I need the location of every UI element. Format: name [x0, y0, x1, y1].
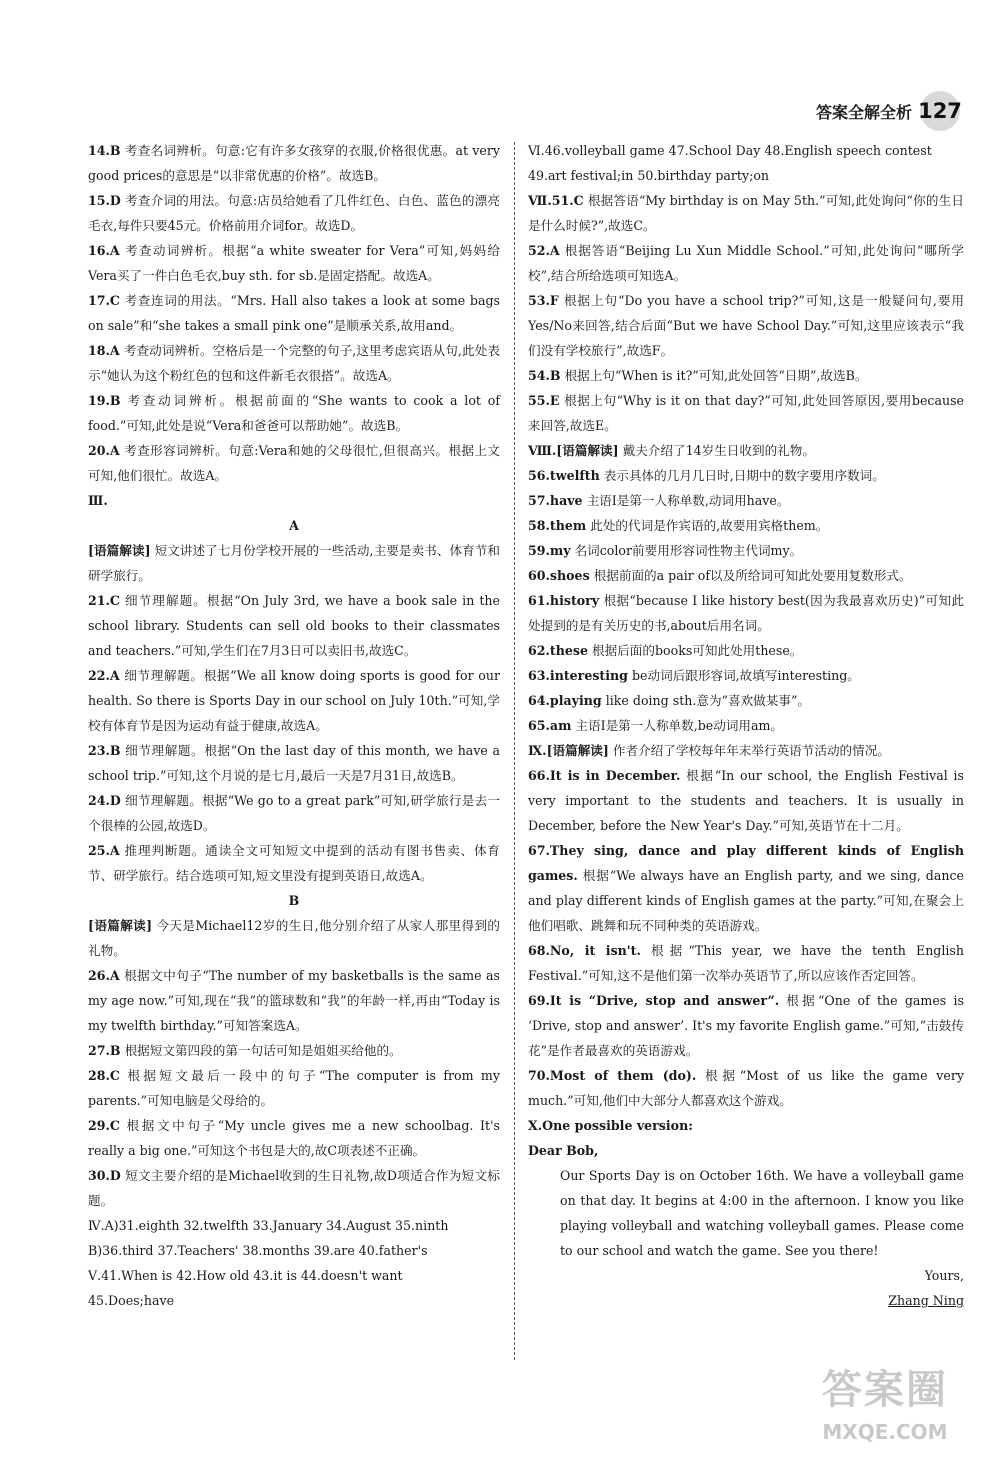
answer-paragraph: [528, 713, 964, 738]
answer-paragraph: [88, 888, 500, 913]
answer-text: 根据“This year, we have the tenth English Festival.”可知,这不是他们第一次举办英语节了,所以应该作否定回答。: [528, 943, 964, 983]
answer-paragraph: [88, 288, 500, 338]
answer-text: 表示具体的几月几日时,日期中的数字要用序数词。: [599, 468, 885, 483]
answer-label: 28.C: [88, 1068, 120, 1083]
answer-paragraph: [88, 1063, 500, 1113]
answer-label: 62.these: [528, 643, 588, 658]
answer-paragraph: [88, 1238, 500, 1263]
answer-paragraph: [528, 588, 964, 638]
answer-paragraph: [528, 1163, 964, 1263]
answer-text: A: [289, 518, 299, 533]
answer-text: 根据文中句子“My uncle gives me a new schoolbag. It's really a big one.”可知这个书包是大的,故C项表述不正确。: [88, 1118, 500, 1158]
watermark-logo-text: 答案圈: [822, 1367, 948, 1413]
answer-text: B)36.third 37.Teachers' 38.months 39.are 40.father's: [88, 1243, 428, 1258]
answer-label: 22.A: [88, 668, 120, 683]
answer-paragraph: [528, 688, 964, 713]
answer-text: 主语I是第一人称单数,动词用have。: [582, 493, 790, 508]
answer-text: 考查动词辨析。根据前面的“She wants to cook a lot of food.”可知,此处是说“Vera和爸爸可以帮助她”。故选B。: [88, 393, 500, 433]
answer-paragraph: [528, 538, 964, 563]
answer-text: Ⅵ.46.volleyball game 47.School Day 48.English speech contest: [528, 143, 932, 158]
answer-text: 推理判断题。通读全文可知短文中提到的活动有图书售卖、体育节、研学旅行。结合选项可知,短文里没有提到英语日,故选A。: [88, 843, 500, 883]
answer-paragraph: [528, 1113, 964, 1138]
answer-paragraph: [88, 538, 500, 588]
answer-paragraph: [528, 988, 964, 1063]
column-divider: [514, 142, 515, 1360]
answer-label: 23.B: [88, 743, 121, 758]
answer-text: Yours,: [924, 1268, 964, 1283]
answer-paragraph: [88, 438, 500, 488]
answer-paragraph: [88, 1213, 500, 1238]
answer-label: 60.shoes: [528, 568, 590, 583]
answer-text: 戴夫介绍了14岁生日收到的礼物。: [618, 443, 815, 458]
answer-text: 根据上句“When is it?”可知,此处回答“日期”,故选B。: [560, 368, 868, 383]
answer-text: 今天是Michael12岁的生日,他分别介绍了从家人那里得到的礼物。: [88, 918, 501, 958]
left-column: [88, 138, 500, 1313]
answer-text: 根据“because I like history best(因为我最喜欢历史)”可知此处提到的是有关历史的书,about后用名词。: [528, 593, 964, 633]
answer-paragraph: [528, 138, 964, 163]
answer-text: 根据“We always have an English party, and we sing, dance and play different kinds of English games at the party.”可知,在聚会上他们唱歌、跳舞和玩不同种类的英语游戏。: [528, 868, 964, 933]
answer-text: Our Sports Day is on October 16th. We have a volleyball game on that day. It begins at 4:00 in the afternoon. I know you like playing volleyball and watching volleyball games. Please come to our school and watch the game. See you there!: [560, 1168, 964, 1258]
answer-text: 考查介词的用法。句意:店员给她看了几件红色、白色、蓝色的漂亮毛衣,每件只要45元。价格前用介词for。故选D。: [88, 193, 500, 233]
answer-text: 49.art festival;in 50.birthday party;on: [528, 168, 770, 183]
page-number: 127: [920, 91, 960, 131]
answer-text: 根据后面的books可知此处用these。: [588, 643, 803, 658]
answer-text: 考查名词辨析。句意:它有许多女孩穿的衣服,价格很优惠。at very good prices的意思是“以非常优惠的价格”。故选B。: [88, 143, 500, 183]
right-column: [528, 138, 964, 1313]
answer-paragraph: [88, 913, 500, 963]
answer-text: 考查动词辨析。根据“a white sweater for Vera”可知,妈妈给Vera买了一件白色毛衣,buy sth. for sb.是固定搭配。故选A。: [88, 243, 500, 283]
answer-label: 27.B: [88, 1043, 121, 1058]
answer-text: 考查连词的用法。“Mrs. Hall also takes a look at some bags on sale”和“she takes a small pink one”是顺承关系,故用and。: [88, 293, 500, 333]
answer-paragraph: [88, 388, 500, 438]
answer-label: [语篇解读]: [88, 543, 151, 558]
answer-paragraph: [528, 663, 964, 688]
answer-paragraph: [528, 1063, 964, 1113]
answer-text: Ⅳ.A)31.eighth 32.twelfth 33.January 34.August 35.ninth: [88, 1218, 449, 1233]
answer-label: 58.them: [528, 518, 587, 533]
answer-paragraph: [528, 463, 964, 488]
answer-label: Ⅹ.One possible version:: [528, 1118, 693, 1133]
answer-paragraph: [88, 1113, 500, 1163]
answer-paragraph: [88, 588, 500, 663]
answer-paragraph: [528, 363, 964, 388]
answer-paragraph: [88, 1038, 500, 1063]
answer-paragraph: [528, 188, 964, 238]
answer-label: 17.C: [88, 293, 120, 308]
watermark-logo: [810, 1361, 960, 1457]
answer-paragraph: [88, 138, 500, 188]
answer-text: 名词color前要用形容词性物主代词my。: [570, 543, 803, 558]
answer-text: 根据“In our school, the English Festival is very important to the students and teachers. It is usually in December, before the New Year's Day.”可知,英语节在十二月。: [528, 768, 964, 833]
answer-label: 18.A: [88, 343, 120, 358]
answer-label: Ⅲ.: [88, 493, 108, 508]
answer-paragraph: [88, 338, 500, 388]
answer-label: Dear Bob,: [528, 1143, 599, 1158]
answer-text: 根据上句“Do you have a school trip?”可知,这是一般疑问句,要用Yes/No来回答,结合后面“But we have School Day.”可知,这里应该表示“我们没有学校旅行”,故选F。: [528, 293, 964, 358]
answer-label: 54.B: [528, 368, 561, 383]
answer-label: 66.It is in December.: [528, 768, 681, 783]
answer-text: 细节理解题。根据“On the last day of this month, we have a school trip.”可知,这个月说的是七月,最后一天是7月31日,故选B。: [88, 743, 500, 783]
answer-text: be动词后跟形容词,故填写interesting。: [627, 668, 860, 683]
answer-label: 69.It is “Drive, stop and answer”.: [528, 993, 780, 1008]
answer-paragraph: [528, 1288, 964, 1313]
answer-text: 根据答语“My birthday is on May 5th.”可知,此处询问“你的生日是什么时候?”,故选C。: [528, 193, 964, 233]
answer-paragraph: [88, 788, 500, 838]
watermark-url: MXQE.COM: [822, 1420, 948, 1444]
answer-text: 作者介绍了学校每年年末举行英语节活动的情况。: [608, 743, 890, 758]
answer-paragraph: [528, 738, 964, 763]
answer-label: 20.A: [88, 443, 120, 458]
answer-paragraph: [528, 388, 964, 438]
answer-text: B: [288, 893, 300, 908]
answer-text: 短文主要介绍的是Michael收到的生日礼物,故D项适合作为短文标题。: [88, 1168, 500, 1208]
answer-paragraph: [528, 563, 964, 588]
answer-text: 根据“Most of us like the game very much.”可知,他们中大部分人都喜欢这个游戏。: [528, 1068, 964, 1108]
answer-label: 68.No, it isn't.: [528, 943, 641, 958]
answer-paragraph: [528, 838, 964, 938]
answer-text: 细节理解题。根据“We all know doing sports is good for our health. So there is Sports Day in our school on July 10th.”可知,学校有体育节是因为运动有益于健康,故选A。: [88, 668, 500, 733]
answer-text: 根据短文第四段的第一句话可知是姐姐买给他的。: [120, 1043, 402, 1058]
answer-paragraph: [528, 238, 964, 288]
answer-label: 16.A: [88, 243, 120, 258]
answer-label: 14.B: [88, 143, 121, 158]
answer-text: 根据文中句子“The number of my basketballs is the same as my age now.”可知,现在“我”的篮球数和“我”的年龄一样,再由“Today is my twelfth birthday.”可知答案选A。: [88, 968, 500, 1033]
answer-label: 25.A: [88, 843, 120, 858]
answer-paragraph: [88, 1263, 500, 1288]
header-title: 答案全解全析: [815, 102, 912, 122]
answer-label: 30.D: [88, 1168, 121, 1183]
answer-paragraph: [528, 288, 964, 363]
answer-text: 细节理解题。根据“We go to a great park”可知,研学旅行是去一个很棒的公园,故选D。: [88, 793, 500, 833]
answer-label: 55.E: [528, 393, 560, 408]
answer-paragraph: [528, 1138, 964, 1163]
answer-paragraph: [528, 513, 964, 538]
answer-label: 53.F: [528, 293, 559, 308]
answer-label: Ⅶ.51.C: [528, 193, 584, 208]
answer-label: 15.D: [88, 193, 121, 208]
answer-paragraph: [528, 438, 964, 463]
answer-label: [语篇解读]: [88, 918, 153, 933]
answer-text: 考查动词辨析。空格后是一个完整的句子,这里考虑宾语从句,此处表示“她认为这个粉红色的包和这件新毛衣很搭”。故选A。: [88, 343, 500, 383]
answer-label: 59.my: [528, 543, 571, 558]
answer-label: 29.C: [88, 1118, 120, 1133]
answer-paragraph: [88, 188, 500, 238]
answer-paragraph: [88, 1288, 500, 1313]
answer-text: Zhang Ning: [888, 1293, 964, 1308]
answer-label: 61.history: [528, 593, 600, 608]
answer-text: 45.Does;have: [88, 1293, 175, 1308]
answer-label: Ⅷ.[语篇解读]: [528, 443, 619, 458]
answer-paragraph: [528, 638, 964, 663]
answer-text: 根据上句“Why is it on that day?”可知,此处回答原因,要用because来回答,故选E。: [528, 393, 964, 433]
answer-label: 70.Most of them (do).: [528, 1068, 697, 1083]
answer-paragraph: [88, 738, 500, 788]
answer-paragraph: [88, 1163, 500, 1213]
answer-label: 56.twelfth: [528, 468, 600, 483]
answer-text: 主语I是第一人称单数,be动词用am。: [571, 718, 784, 733]
answer-text: 短文讲述了七月份学校开展的一些活动,主要是卖书、体育节和研学旅行。: [88, 543, 500, 583]
answer-paragraph: [528, 1263, 964, 1288]
answer-paragraph: [528, 163, 964, 188]
answer-text: 根据短文最后一段中的句子“The computer is from my parents.”可知电脑是父母给的。: [88, 1068, 500, 1108]
answer-label: 64.playing: [528, 693, 602, 708]
answer-paragraph: [88, 963, 500, 1038]
answer-label: 57.have: [528, 493, 583, 508]
answer-label: 67.They sing, dance and play different kinds of English games.: [528, 843, 964, 883]
answer-label: 21.C: [88, 593, 120, 608]
answer-text: Ⅴ.41.When is 42.How old 43.it is 44.doesn't want: [88, 1268, 403, 1283]
answer-text: 根据答语“Beijing Lu Xun Middle School.”可知,此处询问“哪所学校”,结合所给选项可知选A。: [528, 243, 964, 283]
answer-label: Ⅸ.[语篇解读]: [528, 743, 609, 758]
answer-text: 细节理解题。根据“On July 3rd, we have a book sale in the school library. Students can sell old books to their classmates and teachers.”可知,学生们在7月3日可以卖旧书,故选C。: [88, 593, 500, 658]
answer-text: 根据“One of the games is ‘Drive, stop and answer’. It's my favorite English game.”可知,“击鼓传花”是作者最喜欢的英语游戏。: [528, 993, 964, 1058]
answer-paragraph: [88, 838, 500, 888]
answer-paragraph: [88, 488, 500, 513]
page-header: [816, 88, 960, 134]
answer-paragraph: [88, 238, 500, 288]
answer-label: 52.A: [528, 243, 560, 258]
answer-text: 考查形容词辨析。句意:Vera和她的父母很忙,但很高兴。根据上文可知,他们很忙。故选A。: [88, 443, 500, 483]
answer-label: 24.D: [88, 793, 121, 808]
answer-text: like doing sth.意为“喜欢做某事”。: [601, 693, 810, 708]
answer-text: 此处的代词是作宾语的,故要用宾格them。: [586, 518, 829, 533]
answer-label: 65.am: [528, 718, 572, 733]
answer-paragraph: [88, 513, 500, 538]
answer-label: 19.B: [88, 393, 121, 408]
answer-paragraph: [528, 763, 964, 838]
answer-paragraph: [88, 663, 500, 738]
answer-label: 63.interesting: [528, 668, 628, 683]
answer-text: 根据前面的a pair of以及所给词可知此处要用复数形式。: [589, 568, 912, 583]
answer-paragraph: [528, 938, 964, 988]
answer-paragraph: [528, 488, 964, 513]
answer-label: 26.A: [88, 968, 120, 983]
